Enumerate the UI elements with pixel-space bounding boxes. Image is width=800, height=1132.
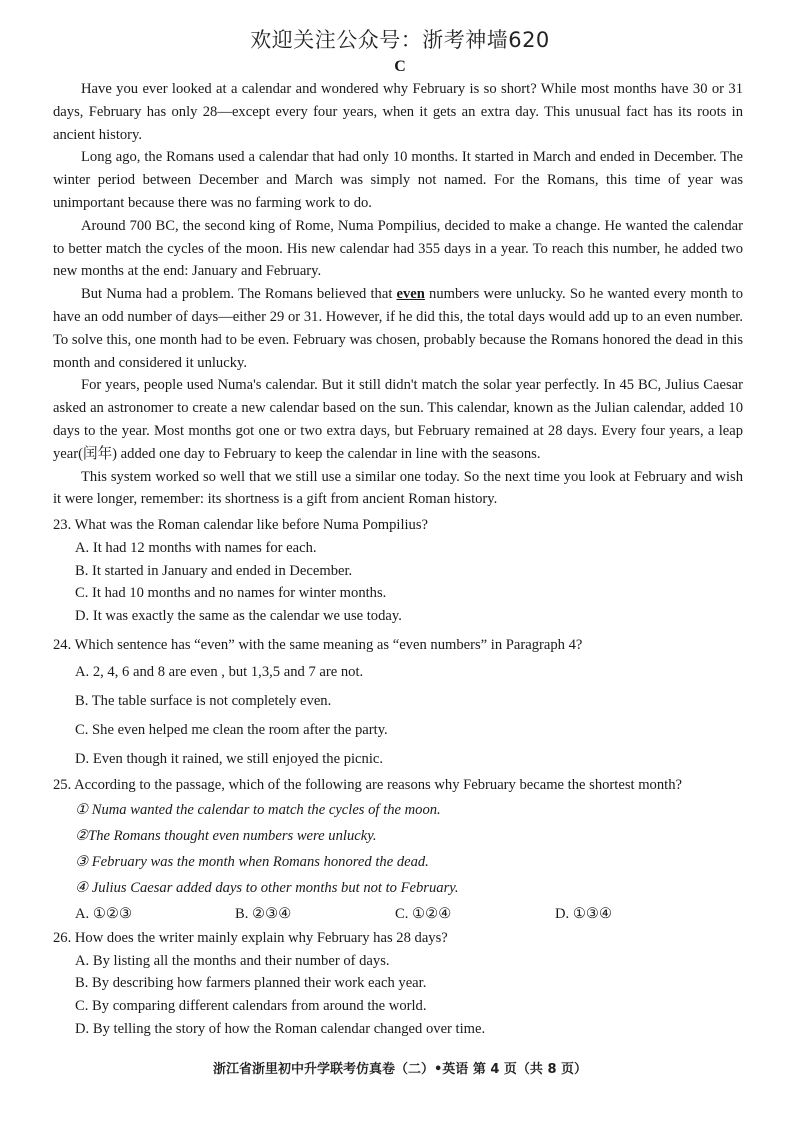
question-23 [53,514,753,628]
question-23-stem: 23. What was the Roman calendar like before Numa Pompilius? [53,517,429,533]
question-25 [53,774,753,927]
question-24 [53,632,753,774]
question-25-option-d: D. ①③④ [555,905,613,922]
paragraph-4-part-1: But Numa had a problem. The Romans believed that [81,286,397,303]
page-header: 欢迎关注公众号：浙考神墙620 [250,28,550,52]
question-26-stem: 26. How does the writer mainly explain why February has 28 days? [53,929,448,946]
questions-block [53,514,753,1041]
question-26-option-a: A. By listing all the months and their number of days. [75,952,390,969]
question-25-option-a: A. ①②③ [75,905,133,922]
question-25-statement-1: ① Numa wanted the calendar to match the cycles of the moon. [75,801,441,818]
question-25-option-b: B. ②③④ [235,905,292,922]
paragraph-5: For years, people used Numa's calendar. But it still didn't match the solar year perfectly. In 45 BC, Julius Caesar asked an astronomer to create a new calendar based on the sun. This calendar, known as the Julian calendar, added 10 days to the year. Most months got one or two extra days, but February remained at 28 days. Every four years, a leap year(闰年) added one day to February to keep the calendar in line with the seasons. [53,377,743,462]
question-24-stem: 24. Which sentence has “even” with the same meaning as “even numbers” in Paragraph 4? [53,636,583,653]
question-25-options [75,901,753,927]
question-25-option-c: C. ①②④ [395,905,452,922]
paragraph-1: Have you ever looked at a calendar and wondered why February is so short? While most months have 30 or 31 days, February has only 28—except every four years, when it gets an extra day. This unusual fact has its roots in ancient history. [53,81,743,143]
question-26 [53,927,753,1041]
question-26-option-c: C. By comparing different calendars from around the world. [75,998,427,1015]
paragraph-6: This system worked so well that we still use a similar one today. So the next time you look at February and wish it were longer, remember: its shortness is a gift from ancient Roman history. [53,468,743,508]
paragraph-4-part-2: numbers were unlucky. So he wanted every month to have an odd number of days—either 29 or 31. However, if he did this, the total days would add up to an even number. To solve this, one month had to be even. February was chosen, probably because the Romans honored the dead in this month and considered it unlucky. [53,286,743,371]
question-23-option-b: B. It started in January and ended in December. [75,562,353,579]
question-26-option-d: D. By telling the story of how the Roman calendar changed over time. [75,1020,486,1037]
question-25-stem: 25. According to the passage, which of the following are reasons why February became the shortest month? [53,776,682,793]
page-footer: 浙江省浙里初中升学联考仿真卷（二）•英语 第 4 页（共 8 页） [212,1062,588,1077]
question-24-option-b: B. The table surface is not completely even. [75,692,332,709]
reading-passage [53,78,743,511]
question-24-option-c: C. She even helped me clean the room after the party. [75,721,388,738]
question-24-option-d: D. Even though it rained, we still enjoyed the picnic. [75,750,384,767]
question-25-statement-4: ④ Julius Caesar added days to other months but not to February. [75,879,459,896]
paragraph-3: Around 700 BC, the second king of Rome, Numa Pompilius, decided to make a change. He wanted the calendar to better match the cycles of the moon. His new calendar had 355 days in a year. To reach this number, he added two new months at the end: January and February. [53,217,743,280]
paragraph-4 [53,283,743,374]
question-23-option-c: C. It had 10 months and no names for winter months. [75,585,387,602]
question-25-statement-3: ③ February was the month when Romans honored the dead. [75,853,429,870]
paragraph-2: Long ago, the Romans used a calendar that had only 10 months. It started in March and ended in December. The winter period between December and March was simply not named. For the Romans, this time of year was unimportant because there was no farming work to do. [53,149,743,211]
question-24-option-a: A. 2, 4, 6 and 8 are even , but 1,3,5 and 7 are not. [75,663,364,680]
section-title: C [394,58,406,75]
question-23-option-d: D. It was exactly the same as the calendar we use today. [75,608,402,625]
question-23-option-a: A. It had 12 months with names for each. [75,539,317,556]
question-25-statement-2: ②The Romans thought even numbers were unlucky. [75,827,377,844]
question-26-option-b: B. By describing how farmers planned their work each year. [75,975,427,992]
underlined-word-even: even [396,286,425,303]
